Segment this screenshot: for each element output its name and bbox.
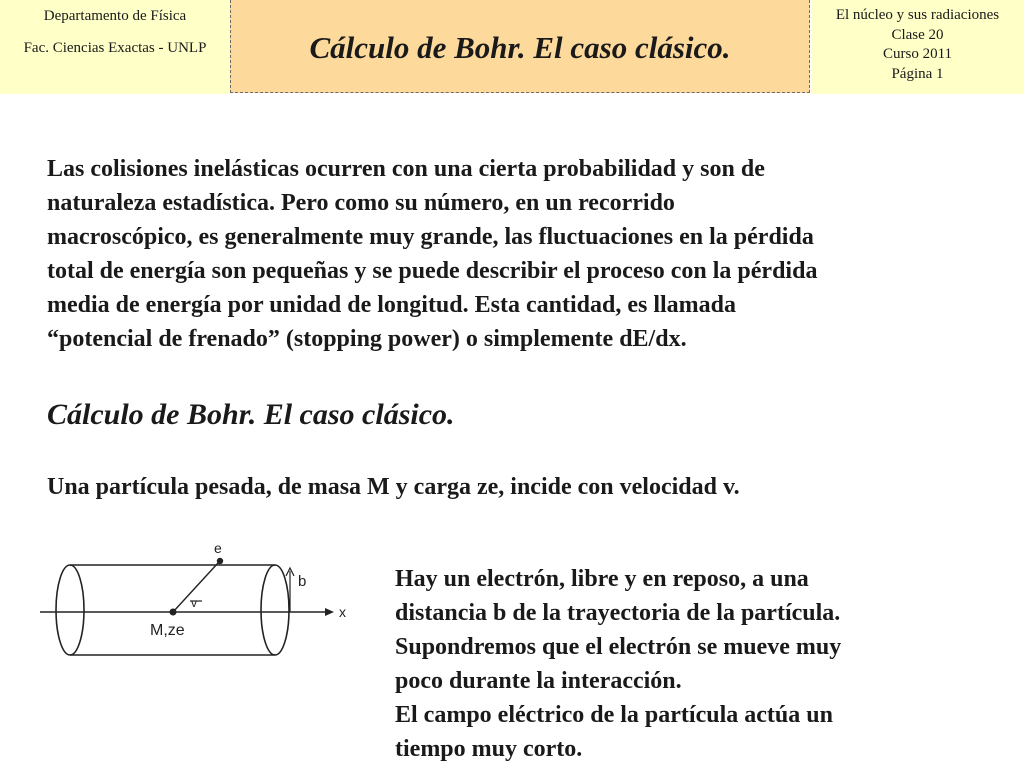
course-year: Curso 2011 [882,46,953,62]
intro-line: media de energía por unidad de longitud. Esta cantidad, es llamada [47,292,736,318]
description-line: distancia b de la trayectoria de la partícula. [395,600,841,626]
section-title: Cálculo de Bohr. El caso clásico. [47,398,455,431]
intro-line: naturaleza estadística. Pero como su número, en un recorrido [47,190,675,216]
electron-dot [217,558,223,564]
intro-line: total de energía son pequeñas y se puede describir el proceso con la pérdida [47,258,818,284]
course-name: El núcleo y sus radiaciones [835,7,1000,23]
b-label: b [298,573,307,590]
intro-paragraph [47,152,977,356]
description-line: poco durante la interacción. [395,668,682,694]
page-number: Página 1 [891,65,944,82]
description-line: El campo eléctrico de la partícula actúa un [395,702,833,728]
header-right-box [811,0,1024,94]
header-left-box [0,0,230,94]
velocity-label: v [191,596,197,610]
intro-line: macroscópico, es generalmente muy grande, las fluctuaciones en la pérdida [47,224,814,250]
department-name: Departamento de Física [43,8,187,24]
class-number: Clase 20 [891,26,944,43]
x-axis-arrow-icon [325,608,334,616]
bohr-collision-diagram [40,535,360,675]
faculty-name: Fac. Ciencias Exactas - UNLP [23,40,207,56]
particle-statement: Una partícula pesada, de masa M y carga ze, incide con velocidad v. [47,474,740,500]
electron-label: e [214,540,222,556]
description-line: tiempo muy corto. [395,736,583,762]
particle-label: M,ze [150,622,185,639]
description-line: Supondremos que el electrón se mueve muy [395,634,842,660]
cylinder-left-end [56,565,84,655]
header-title-box [230,0,810,93]
cylinder-right-end [261,565,289,655]
intro-line: Las colisiones inelásticas ocurren con una cierta probabilidad y son de [47,156,765,182]
description-line: Hay un electrón, libre y en reposo, a una [395,566,809,592]
x-axis-label: x [339,604,346,620]
page-title: Cálculo de Bohr. El caso clásico. [309,30,731,65]
electron-description [395,562,995,766]
intro-line: “potencial de frenado” (stopping power) o simplemente dE/dx. [47,326,687,352]
